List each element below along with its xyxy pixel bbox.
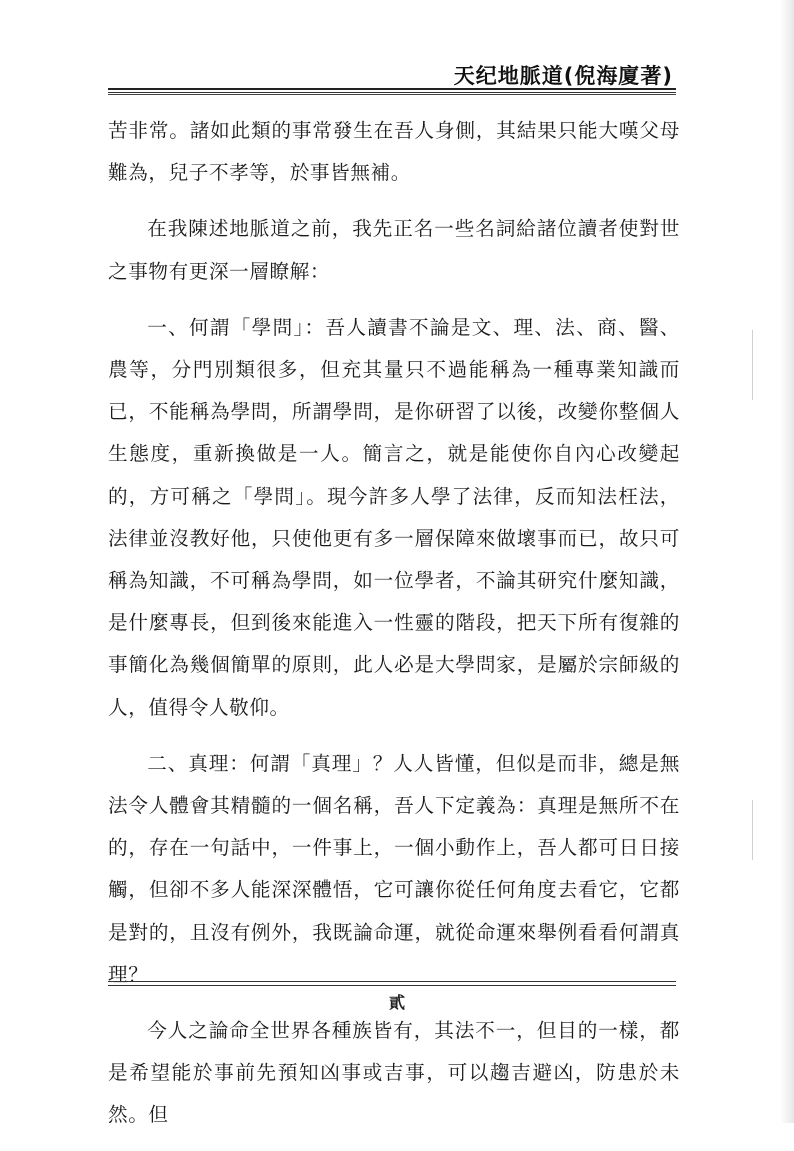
- footer-double-rule: [108, 981, 676, 986]
- page-number: 貳: [388, 993, 405, 1012]
- paragraph: 二、真理：何謂「真理」？人人皆懂，但似是而非，總是無法令人體會其精髓的一個名稱，吾人下定義為：真理是無所不在的，存在一句話中，一件事上，一個小動作上，吾人都可日日接觸，但卻不多人能深深體悟，它可讓你從任何角度去看它，它都是對的，且沒有例外，我既論命運，就從命運來舉例看看何謂真理？: [108, 751, 680, 986]
- running-header-title: 天纪地脈道(倪海廈著): [453, 64, 673, 88]
- paragraph: 今人之論命全世界各種族皆有，其法不一，但目的一樣，都是希望能於事前先預知凶事或吉事，可以趨吉避凶，防患於未然。但: [108, 1019, 680, 1127]
- scan-mark-line: [752, 800, 753, 860]
- paragraph: 苦非常。諸如此類的事常發生在吾人身側，其結果只能大嘆父母難為，兒子不孝等，於事皆無補。: [108, 119, 680, 185]
- paragraph: 在我陳述地脈道之前，我先正名一些名詞給諸位讀者使對世之事物有更深一層瞭解：: [108, 217, 680, 283]
- scan-edge-shadow: [780, 0, 794, 1123]
- header-double-rule: [108, 88, 676, 95]
- paragraph: 一、何謂「學問」：吾人讀書不論是文、理、法、商、醫、農等，分門別類很多，但充其量只不過能稱為一種專業知識而已，不能稱為學問，所謂學問，是你研習了以後，改變你整個人生態度，重新換做是一人。簡言之，就是能使你自內心改變起的，方可稱之「學問」。現今許多人學了法律，反而知法枉法，法律並沒教好他，只使他更有多一層保障來做壞事而已，故只可稱為知識，不可稱為學問，如一位學者，不論其研究什麼知識，是什麼專長，但到後來能進入一性靈的階段，把天下所有復雜的事簡化為幾個簡單的原則，此人必是大學問家，是屬於宗師級的人，值得令人敬仰。: [108, 315, 680, 719]
- scan-mark-line: [752, 330, 753, 400]
